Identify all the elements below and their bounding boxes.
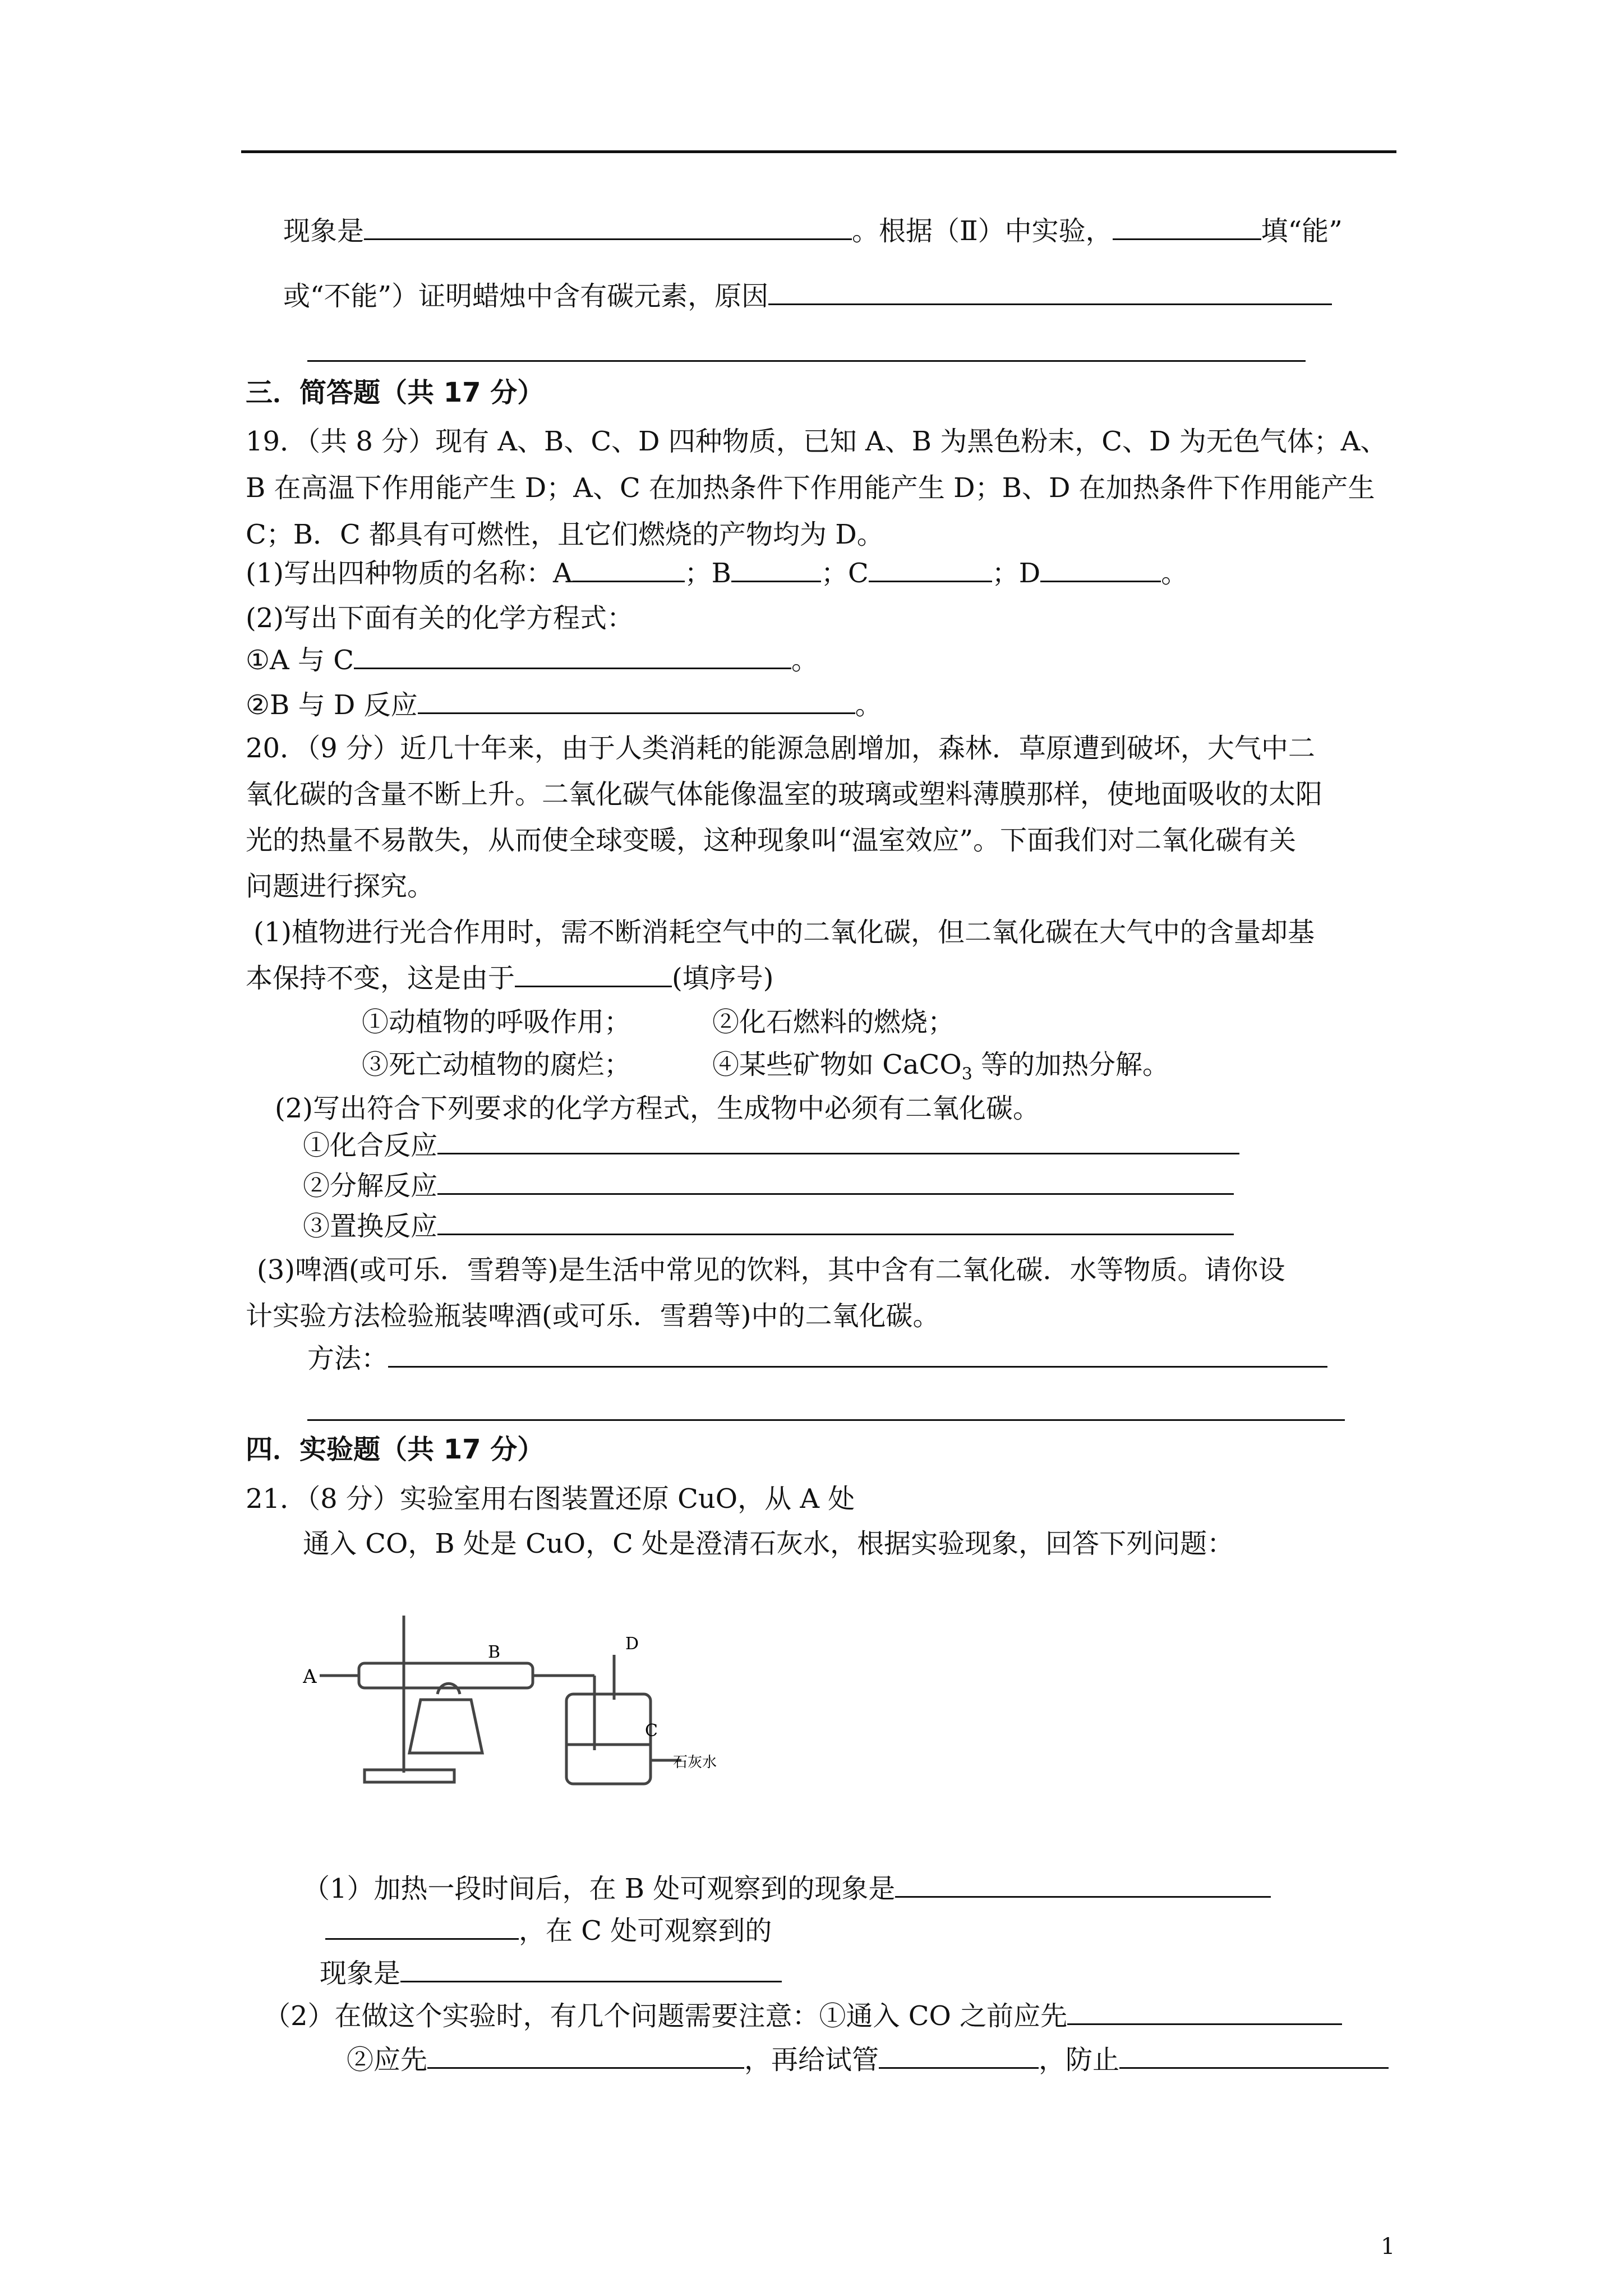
q20-text: 光的热量不易散失，从而使全球变暖，这种现象叫“温室效应”。下面我们对二氧化碳有关 <box>246 825 1297 856</box>
phenomenon-label: 现象是 <box>283 215 365 247</box>
text-segment: (填序号) <box>672 963 774 994</box>
text-segment: (1)写出四种物质的名称：A <box>246 558 573 589</box>
text-segment: 。 <box>1161 558 1188 589</box>
q19-text: 19．（共 8 分）现有 A、B、C、D 四种物质，已知 A、B 为黑色粉末，C、D 为无色气体；A、 <box>246 426 1387 457</box>
q21-text: 通入 CO，B 处是 CuO，C 处是澄清石灰水，根据实验现象，回答下列问题： <box>303 1528 1234 1559</box>
q20-part3: 计实验方法检验瓶装啤酒(或可乐．雪碧等)中的二氧化碳。 <box>246 1300 940 1332</box>
text-segment: 等的加热分解。 <box>972 1049 1170 1080</box>
text-segment: 。 <box>855 689 882 721</box>
text-segment: 。 <box>791 645 818 676</box>
q19-part2: (2)写出下面有关的化学方程式： <box>246 602 634 634</box>
answer-blank-b[interactable] <box>731 556 821 582</box>
text-segment: ，再给试管 <box>744 2044 879 2076</box>
q19-eq1 <box>246 642 818 678</box>
header-rule <box>241 150 1396 153</box>
option-2: ②化石燃料的燃烧； <box>712 1006 955 1038</box>
answer-blank[interactable] <box>768 279 1332 305</box>
answer-blank[interactable] <box>879 2042 1039 2069</box>
text-segment: ①化合反应 <box>303 1130 438 1161</box>
subscript: 3 <box>961 1064 972 1084</box>
q21-part1-cont <box>320 1955 782 1991</box>
answer-blank[interactable] <box>325 1913 519 1940</box>
answer-blank-c[interactable] <box>869 556 992 582</box>
label-b: B <box>488 1642 501 1662</box>
reaction-combination <box>303 1128 1239 1163</box>
page-number: 1 <box>1381 2234 1395 2260</box>
q21-part1-cont <box>325 1913 772 1949</box>
q20-text: 20．（9 分）近几十年来，由于人类消耗的能源急剧增加，森林．草原遭到破坏，大气中二 <box>246 733 1315 764</box>
text-segment: ②B 与 D 反应 <box>246 689 418 721</box>
label-limewater: 石灰水 <box>673 1754 717 1771</box>
text-segment: ；C <box>820 558 869 589</box>
method-label: 方法： <box>307 1343 389 1374</box>
text-segment: 填“能” <box>1261 215 1343 247</box>
q21-part2-cont <box>347 2042 1389 2078</box>
answer-blank[interactable] <box>1119 2042 1389 2069</box>
text-segment: ①A 与 C <box>246 645 354 676</box>
text-segment: ④某些矿物如 CaCO <box>712 1049 962 1080</box>
q20-part1: (1)植物进行光合作用时，需不断消耗空气中的二氧化碳，但二氧化碳在大气中的含量却基 <box>253 917 1315 948</box>
q19-text: C；B．C 都具有可燃性，且它们燃烧的产物均为 D。 <box>246 519 884 550</box>
q20-text: 氧化碳的含量不断上升。二氧化碳气体能像温室的玻璃或塑料薄膜那样，使地面吸收的太阳 <box>246 779 1323 810</box>
answer-blank[interactable] <box>418 688 855 714</box>
text-segment: 现象是 <box>320 1958 401 1989</box>
answer-blank[interactable] <box>307 360 1306 362</box>
text-segment: ②应先 <box>347 2044 428 2076</box>
answer-blank-a[interactable] <box>573 556 685 582</box>
answer-blank[interactable] <box>364 214 852 240</box>
section-heading: 四．实验题（共 17 分） <box>246 1434 545 1465</box>
reaction-decomposition <box>303 1168 1234 1204</box>
section-heading: 三．简答题（共 17 分） <box>246 377 545 408</box>
answer-blank[interactable] <box>895 1871 1271 1898</box>
text-segment: ③置换反应 <box>303 1211 438 1242</box>
apparatus-diagram <box>303 1610 729 1789</box>
method-line <box>307 1341 1327 1377</box>
text-segment: ；B <box>684 558 731 589</box>
answer-blank[interactable] <box>515 961 672 987</box>
answer-blank[interactable] <box>388 1341 1327 1368</box>
answer-blank-d[interactable] <box>1040 556 1161 582</box>
label-a: A <box>303 1665 317 1688</box>
text-segment: 或“不能”）证明蜡烛中含有碳元素，原因 <box>283 280 769 312</box>
reaction-replacement <box>303 1208 1234 1244</box>
option-4 <box>712 1047 1169 1093</box>
answer-blank[interactable] <box>437 1128 1239 1154</box>
text-segment: 本保持不变，这是由于 <box>246 963 515 994</box>
label-d: D <box>625 1634 639 1654</box>
answer-blank[interactable] <box>1067 1999 1342 2025</box>
text-segment: （1）加热一段时间后，在 B 处可观察到的现象是 <box>303 1873 896 1904</box>
text-segment: ，在 C 处可观察到的 <box>519 1915 772 1947</box>
q21-part1 <box>303 1871 1271 1907</box>
answer-blank[interactable] <box>427 2042 744 2069</box>
text-segment: 。根据（Ⅱ）中实验， <box>852 215 1113 247</box>
option-1: ①动植物的呼吸作用； <box>362 1006 631 1038</box>
text-segment: ；D <box>992 558 1041 589</box>
answer-blank[interactable] <box>307 1419 1345 1421</box>
q19-text: B 在高温下作用能产生 D；A、C 在加热条件下作用能产生 D；B、D 在加热条件下作用能产生 <box>246 472 1375 504</box>
q20-part3: (3)啤酒(或可乐．雪碧等)是生活中常见的饮料，其中含有二氧化碳．水等物质。请你设 <box>257 1254 1285 1286</box>
answer-blank[interactable] <box>400 1956 782 1982</box>
text-segment: ，防止 <box>1039 2044 1120 2076</box>
q19-part1 <box>246 555 1188 591</box>
q19-eq2 <box>246 687 882 723</box>
answer-blank[interactable] <box>354 643 791 669</box>
q20-part1-end <box>246 960 773 996</box>
text-segment: ②分解反应 <box>303 1170 438 1202</box>
answer-blank[interactable] <box>1113 214 1261 240</box>
text-segment: （2）在做这个实验时，有几个问题需要注意：①通入 CO 之前应先 <box>264 2000 1068 2032</box>
q20-part2: (2)写出符合下列要求的化学方程式，生成物中必须有二氧化碳。 <box>275 1093 1040 1124</box>
text-line-1 <box>283 213 1343 249</box>
answer-blank[interactable] <box>437 1209 1234 1235</box>
option-3: ③死亡动植物的腐烂； <box>362 1049 631 1080</box>
q20-text: 问题进行探究。 <box>246 871 435 902</box>
q21-text: 21．（8 分）实验室用右图装置还原 CuO，从 A 处 <box>246 1483 855 1515</box>
text-line-2 <box>283 278 1332 314</box>
answer-blank[interactable] <box>437 1168 1234 1195</box>
q21-part2 <box>264 1998 1342 2034</box>
label-c: C <box>645 1721 658 1741</box>
